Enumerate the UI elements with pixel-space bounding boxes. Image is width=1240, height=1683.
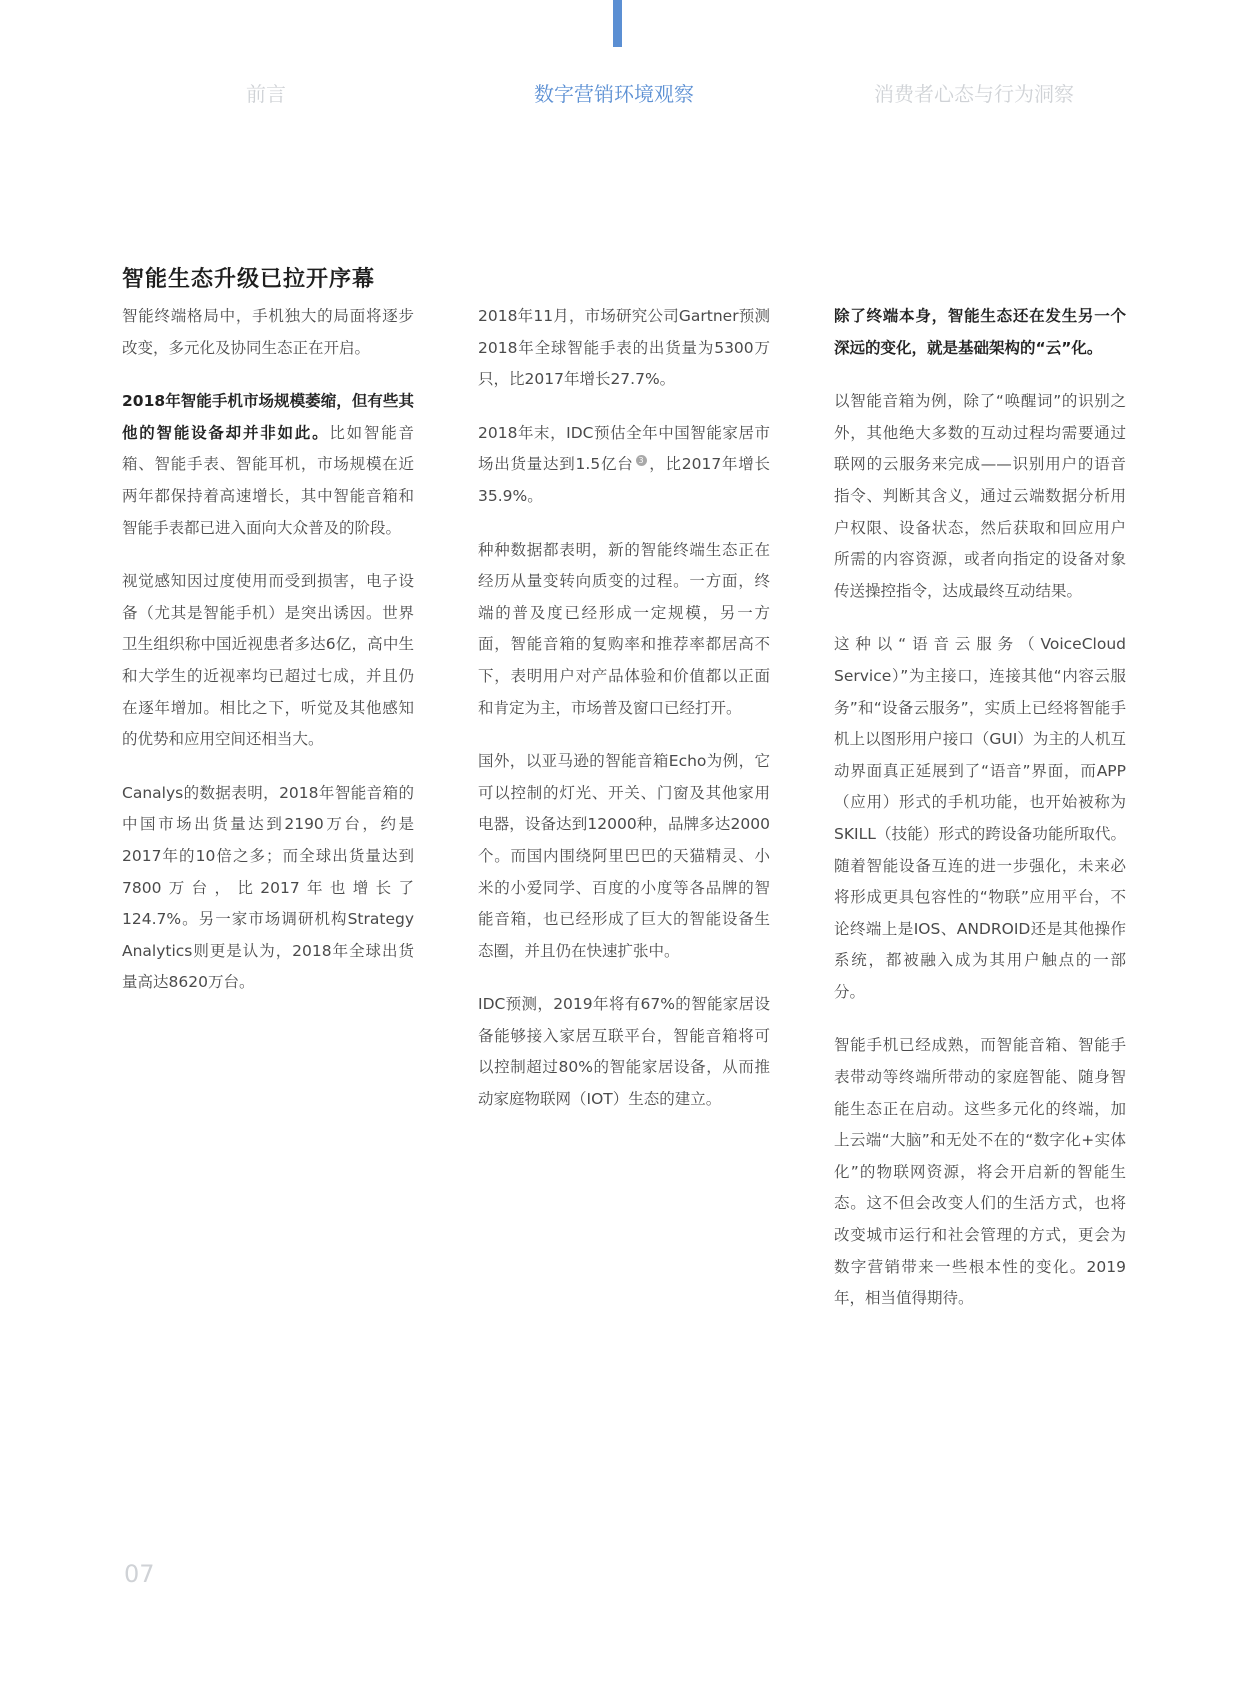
bold-lead: 2018年智能手机市场规模萎缩，但有些其他的智能设备却并非如此。 — [122, 392, 414, 442]
bold-lead: 除了终端本身，智能生态还在发生另一个深远的变化，就是基础架构的“云”化。 — [834, 307, 1126, 357]
text-column-1 — [122, 301, 414, 1021]
paragraph: IDC预测，2019年将有67%的智能家居设备能够接入家居互联平台，智能音箱将可以控制超过80%的智能家居设备，从而推动家庭物联网（IOT）生态的建立。 — [478, 995, 770, 1109]
text-column-3 — [834, 301, 1126, 1337]
paragraph: 这种以“语音云服务（VoiceCloud Service）”为主接口，连接其他“内容云服务”和“设备云服务”，实质上已经将智能手机上以图形用户接口（GUI）为主的人机互动界面真正延展到了“语音”界面，而APP（应用）形式的手机功能，也开始被称为SKILL（技能）形式的跨设备功能所取代。随着智能设备互连的进一步强化，未来必将形成更具包容性的“物联”应用平台，不论终端上是IOS、ANDROID还是其他操作系统，都被融入成为其用户触点的一部分。 — [834, 635, 1126, 1001]
nav-item-preface[interactable]: 前言 — [246, 82, 286, 106]
paragraph: 国外，以亚马逊的智能音箱Echo为例，它可以控制的灯光、开关、门窗及其他家用电器，设备达到12000种，品牌多达2000个。而国内围绕阿里巴巴的天猫精灵、小米的小爱同学、百度的小度等各品牌的智能音箱，也已经形成了巨大的智能设备生态圈，并且仍在快速扩张中。 — [478, 752, 770, 960]
nav-item-consumer-insight[interactable]: 消费者心态与行为洞察 — [874, 82, 1074, 106]
footnote-ref[interactable]: 3 — [636, 455, 647, 466]
paragraph: 智能手机已经成熟，而智能音箱、智能手表带动等终端所带动的家庭智能、随身智能生态正在启动。这些多元化的终端，加上云端“大脑”和无处不在的“数字化+实体化”的物联网资源，将会开启新的智能生态。这不但会改变人们的生活方式，也将改变城市运行和社会管理的方式，更会为数字营销带来一些根本性的变化。2019年，相当值得期待。 — [834, 1036, 1126, 1308]
paragraph-text: 比如智能音箱、智能手表、智能耳机，市场规模在近两年都保持着高速增长，其中智能音箱和智能手表都已进入面向大众普及的阶段。 — [122, 423, 414, 537]
nav-item-digital-marketing-environment[interactable]: 数字营销环境观察 — [534, 82, 694, 106]
text-column-2 — [478, 301, 770, 1138]
paragraph: 2018年11月，市场研究公司Gartner预测2018年全球智能手表的出货量为5300万只，比2017年增长27.7%。 — [478, 307, 770, 389]
page-number: 07 — [124, 1560, 155, 1588]
paragraph: 智能终端格局中，手机独大的局面将逐步改变，多元化及协同生态正在开启。 — [122, 307, 414, 357]
paragraph-text: 2018年末，IDC预估全年中国智能家居市场出货量达到1.5亿台 — [478, 423, 770, 474]
paragraph: Canalys的数据表明，2018年智能音箱的中国市场出货量达到2190万台，约是2017年的10倍之多；而全球出货量达到7800万台，比2017年也增长了124.7%。另一家市场调研机构Strategy Analytics则更是认为，2018年全球出货量高达8620万台。 — [122, 783, 414, 992]
paragraph — [478, 418, 770, 513]
section-title: 智能生态升级已拉开序幕 — [122, 266, 376, 292]
paragraph: 种种数据都表明，新的智能终端生态正在经历从量变转向质变的过程。一方面，终端的普及度已经形成一定规模，另一方面，智能音箱的复购率和推荐率都居高不下，表明用户对产品体验和价值都以正面和肯定为主，市场普及窗口已经打开。 — [478, 540, 770, 717]
paragraph-text: ，比2017年增长35.9%。 — [478, 455, 771, 505]
paragraph — [834, 301, 1126, 364]
paragraph: 视觉感知因过度使用而受到损害，电子设备（尤其是智能手机）是突出诱因。世界卫生组织称中国近视患者多达6亿，高中生和大学生的近视率均已超过七成，并且仍在逐年增加。相比之下，听觉及其他感知的优势和应用空间还相当大。 — [122, 572, 414, 749]
top-accent-bar — [613, 0, 622, 47]
paragraph: 以智能音箱为例，除了“唤醒词”的识别之外，其他绝大多数的互动过程均需要通过联网的云服务来完成——识别用户的语音指令、判断其含义，通过云端数据分析用户权限、设备状态，然后获取和回应用户所需的内容资源，或者向指定的设备对象传送操控指令，达成最终互动结果。 — [834, 392, 1126, 600]
paragraph — [122, 386, 414, 544]
section-nav — [0, 78, 1240, 108]
